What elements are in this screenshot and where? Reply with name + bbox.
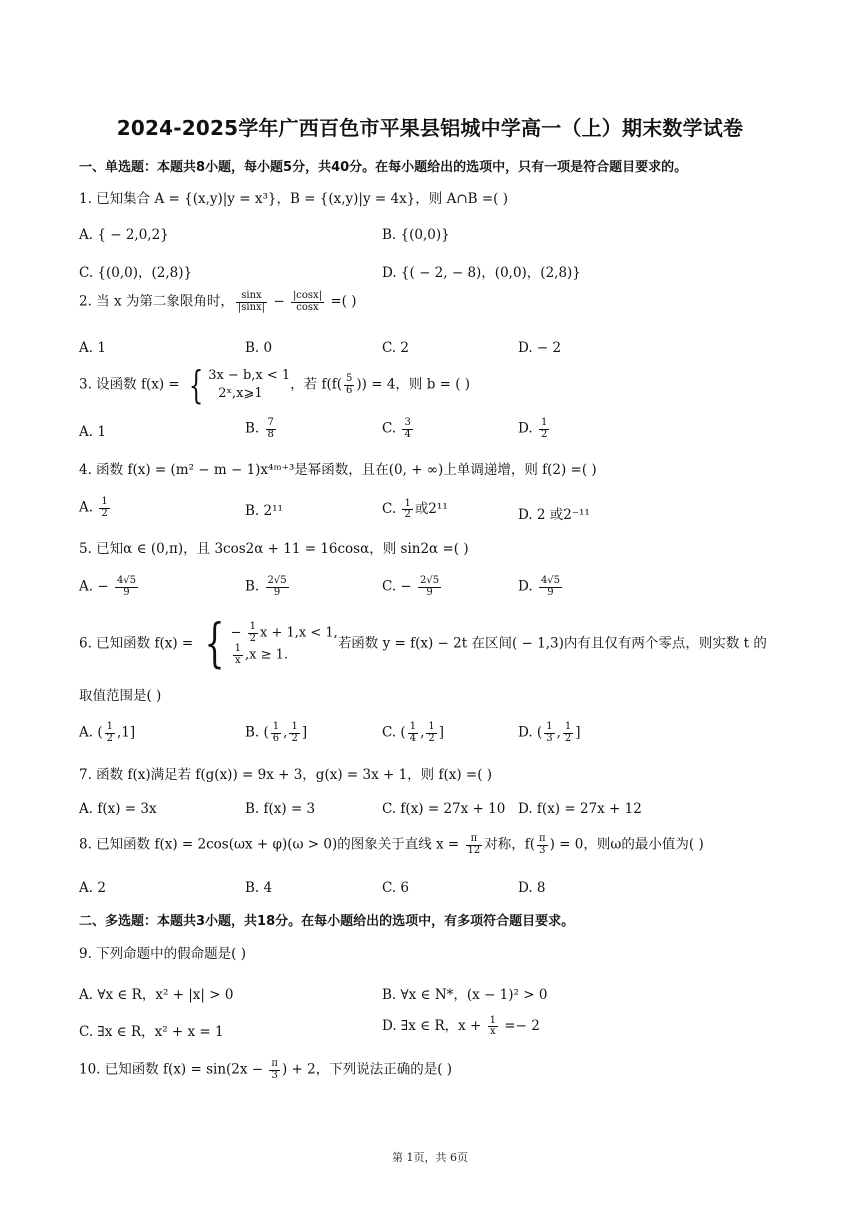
denominator: |sinx| (237, 301, 266, 313)
question-8-option-d: D. 8 (518, 880, 546, 896)
numerator: 4√5 (116, 575, 137, 586)
denominator: 9 (123, 586, 130, 598)
denominator: x (489, 1026, 496, 1037)
question-9-stem: 9. 下列命题中的假命题是( ) (79, 946, 246, 962)
question-7-option-c: C. f(x) = 27x + 10 (382, 801, 506, 817)
case-2 (231, 644, 338, 666)
question-6-suffix: 若函数 y = f(x) − 2t 在区间( − 1,3)内有且仅有两个零点，则实数 t 的 (337, 635, 767, 652)
option-label: B. (245, 420, 264, 437)
fraction (426, 722, 436, 744)
question-1-option-c: C. {(0,0)，(2,8)} (79, 265, 193, 281)
fraction (233, 644, 243, 666)
option-label: B. (245, 578, 264, 595)
numerator: 1 (249, 621, 257, 632)
denominator: 4 (404, 428, 411, 440)
fraction (402, 418, 412, 440)
question-5-option-a (79, 576, 140, 598)
fraction (269, 1059, 280, 1081)
denominator: 3 (546, 732, 553, 744)
numerator: 1 (546, 721, 553, 732)
numerator: 2√5 (420, 575, 440, 586)
question-7-stem: 7. 函数 f(x)满足若 f(g(x)) = 9x + 3，g(x) = 3x + 1，则 f(x) =( ) (79, 767, 493, 783)
question-1-option-d: D. {( − 2, − 8)，(0,0)，(2,8)} (382, 265, 581, 281)
question-6-option-c: C. ( $\frac{1}{4}$ , $\frac{1}{2}$ ] (382, 721, 445, 744)
piecewise-cases (231, 622, 338, 666)
section-multiple-choice-header: 二、多选题：本题共3小题，共18分。在每小题给出的选项中，有多项符合题目要求。 (79, 914, 575, 929)
option-tail: ] (438, 724, 445, 741)
numerator: 1 (428, 721, 435, 732)
denominator: 2 (101, 507, 108, 519)
fraction (248, 622, 258, 644)
denominator: 2 (249, 632, 257, 644)
question-6-option-a (79, 722, 135, 744)
numerator: 5 (346, 373, 353, 384)
denominator: 8 (267, 428, 274, 440)
numerator: 2√5 (267, 575, 287, 586)
numerator: 1 (101, 496, 108, 507)
numerator: 1 (540, 417, 548, 428)
question-4-stem: 4. 函数 f(x) = (m² − m − 1)x⁴ᵐ⁺³是幂函数，且在(0, + ∞)上单调递增，则 f(2) =( ) (79, 462, 597, 478)
question-1-option-a: A. { − 2,0,2} (79, 227, 169, 243)
question-3-mid: ，若 f(f( (290, 376, 343, 393)
fraction (539, 418, 549, 440)
option-label: A. ( (79, 724, 103, 741)
option-label: C. ( (382, 724, 406, 741)
fraction (408, 722, 418, 744)
option-label: C. − (382, 578, 417, 595)
section-single-choice-header: 一、单选题：本题共8小题，每小题5分，共40分。在每小题给出的选项中，只有一项是符合题目要求的。 (79, 160, 688, 175)
question-8-stem (79, 834, 704, 856)
denominator: 3 (539, 844, 546, 856)
question-3-option-b (245, 418, 278, 440)
question-3-option-d (518, 418, 551, 440)
denominator: 6 (346, 384, 353, 396)
denominator: 2 (106, 732, 113, 744)
question-4-option-c (382, 497, 448, 521)
option-label: C. (382, 501, 401, 517)
question-6-option-b: B. ( $\frac{1}{6}$ , $\frac{1}{2}$ ] (245, 721, 308, 744)
question-9-option-a: A. ∀x ∈ R，x² + |x| > 0 (79, 987, 234, 1003)
fraction (271, 722, 281, 744)
option-label: D. ( (518, 724, 543, 741)
option-label: D. (518, 420, 537, 437)
numerator: 1 (291, 721, 298, 732)
question-10-suffix: ) + 2，下列说法正确的是( ) (281, 1061, 453, 1078)
numerator: 1 (234, 643, 241, 654)
denominator: cosx (296, 301, 319, 313)
fraction (99, 497, 109, 519)
exam-title: 2024-2025学年广西百色市平果县铝城中学高一（上）期末数学试卷 (116, 116, 744, 140)
fraction (402, 499, 412, 521)
question-6-stem-line-2: 取值范围是( ) (79, 688, 162, 704)
denominator: 2 (564, 732, 572, 744)
question-10-stem (79, 1059, 452, 1081)
denominator: 9 (426, 586, 433, 598)
fraction (266, 576, 289, 598)
question-2-option-d: D. − 2 (518, 340, 562, 356)
question-4-option-d: D. 2 或2⁻¹¹ (518, 507, 590, 523)
question-4-option-b: B. 2¹¹ (245, 503, 283, 519)
option-tail: 或2¹¹ (414, 501, 448, 517)
question-9-option-d (382, 1014, 540, 1038)
question-8-mid: 对称，f( (484, 836, 536, 853)
question-3-stem (79, 363, 471, 407)
denominator: 2 (404, 509, 411, 520)
fraction (488, 1016, 498, 1038)
numerator: 7 (267, 417, 274, 428)
fraction (236, 291, 267, 313)
numerator: |cosx| (292, 290, 323, 301)
numerator: 3 (404, 417, 411, 428)
numerator: 1 (409, 721, 417, 732)
question-2-suffix: =( ) (326, 293, 357, 310)
fraction (291, 291, 324, 313)
sign: − (230, 625, 246, 641)
question-7-option-d: D. f(x) = 27x + 12 (518, 801, 642, 817)
question-10-prefix: 10. 已知函数 f(x) = sin(2x − (79, 1061, 268, 1078)
option-label: C. (382, 420, 401, 437)
denominator: 9 (547, 586, 554, 598)
fraction (537, 834, 548, 856)
case-2: 2ˣ,x⩾1 (218, 386, 263, 401)
option-label: D. (518, 578, 537, 595)
option-tail: ,1] (116, 724, 136, 741)
fraction (418, 576, 441, 598)
question-3-option-c (382, 418, 415, 440)
numerator: 1 (404, 497, 411, 509)
question-6-stem (79, 614, 767, 674)
case-expr: ,x ≥ 1. (244, 647, 289, 663)
question-3-prefix: 3. 设函数 f(x) = (79, 376, 185, 393)
question-1-stem: 1. 已知集合 A = {(x,y)|y = x³}，B = {(x,y)|y = 4x}，则 A∩B =( ) (79, 191, 508, 207)
fraction (539, 576, 562, 598)
case-1 (231, 622, 338, 644)
fraction (344, 374, 354, 396)
question-7-option-b: B. f(x) = 3 (245, 801, 316, 817)
denominator: 9 (273, 586, 281, 598)
fraction (266, 418, 276, 440)
question-8-suffix: ) = 0，则ω的最小值为( ) (549, 836, 704, 853)
question-3-option-a: A. 1 (79, 424, 106, 440)
numerator: 1 (106, 721, 113, 732)
question-2-stem (79, 291, 357, 313)
question-4-option-a (79, 497, 112, 519)
question-5-option-d (518, 576, 564, 598)
question-8-option-a: A. 2 (79, 880, 106, 896)
option-tail: ] (575, 724, 581, 741)
question-7-option-a: A. f(x) = 3x (79, 801, 157, 817)
denominator: x (234, 654, 241, 666)
numerator: π (539, 833, 546, 844)
option-tail: =− 2 (500, 1018, 540, 1034)
numerator: 1 (564, 721, 572, 732)
left-brace: { (204, 614, 224, 674)
numerator: π (466, 834, 483, 846)
page-footer: 第 1页，共 6页 (392, 1151, 468, 1164)
question-2-option-a: A. 1 (79, 340, 106, 356)
question-2-prefix: 2. 当 x 为第二象限角时， (79, 293, 234, 310)
numerator: sinx (236, 291, 267, 303)
option-label: A. − (79, 578, 113, 595)
question-8-prefix: 8. 已知函数 f(x) = 2cos(ωx + φ)(ω > 0)的图象关于直线 x = (79, 836, 464, 853)
option-label: A. (79, 499, 98, 516)
question-2-option-c: C. 2 (382, 340, 410, 356)
fraction (544, 722, 554, 744)
numerator: 1 (489, 1014, 496, 1026)
question-5-option-b (245, 576, 291, 598)
case-1: 3x − b,x < 1 (208, 368, 291, 384)
fraction (563, 722, 573, 744)
question-1-option-b: B. {(0,0)} (382, 227, 450, 243)
fraction (466, 834, 483, 856)
question-5-option-c (382, 576, 443, 598)
question-9-option-b: B. ∀x ∈ N*，(x − 1)² > 0 (382, 987, 548, 1003)
fraction (105, 722, 115, 744)
denominator: 4 (409, 732, 417, 744)
question-8-option-c: C. 6 (382, 880, 410, 896)
denominator: 6 (272, 732, 280, 744)
question-8-option-b: B. 4 (245, 880, 273, 896)
minus-sign: − (269, 293, 289, 310)
piecewise-cases (208, 367, 290, 402)
question-5-stem: 5. 已知α ∈ (0,π)，且 3cos2α + 11 = 16cosα，则 sin2α =( ) (79, 541, 469, 557)
question-6-prefix: 6. 已知函数 f(x) = (79, 635, 198, 652)
denominator: 3 (271, 1069, 278, 1081)
numerator: π (271, 1058, 278, 1069)
denominator: 2 (540, 428, 548, 440)
question-2-option-b: B. 0 (245, 340, 273, 356)
option-label: B. ( (245, 724, 269, 741)
question-9-option-c: C. ∃x ∈ R，x² + x = 1 (79, 1024, 224, 1040)
denominator: 12 (467, 844, 481, 856)
fraction (115, 576, 138, 598)
denominator: 2 (291, 732, 298, 744)
numerator: 1 (272, 721, 280, 732)
case-expr: x + 1,x < 1, (260, 625, 338, 641)
option-tail: ] (301, 724, 308, 741)
left-brace: { (188, 363, 204, 407)
fraction (289, 722, 299, 744)
denominator: 2 (428, 732, 435, 744)
option-label: D. ∃x ∈ R，x + (382, 1018, 486, 1034)
numerator: 4√5 (540, 575, 561, 586)
question-3-suffix: )) = 4，则 b = ( ) (356, 376, 471, 393)
question-6-option-d: D. ( $\frac{1}{3}$ , $\frac{1}{2}$ ] (518, 721, 581, 744)
